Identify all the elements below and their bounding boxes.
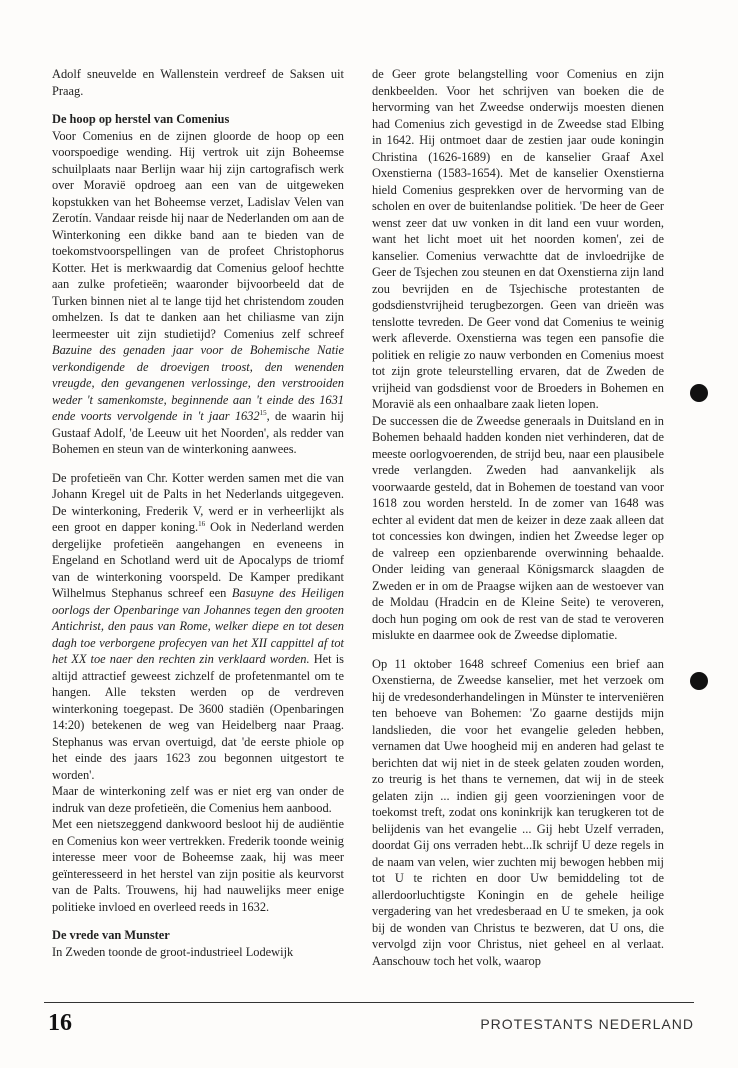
text-hoop-a: Voor Comenius en de zijnen gloorde de hoop op een voorspoedige wending. Hij vertrok uit zijn Boheemse schuilplaats naar Berlijn waar hij zijn cartografisch werk over Moravië opdroeg aan een van de uitgeweken kopstukken van het Boheemse verzet, Ladislav Velen van Zerotín. Vandaar reisde hij naar de Nederlanden om aan de Winterkoning een dikke band aan te bieden van de toekomstvoorspellingen van de profeet Christophorus Kotter. Het is merkwaardig dat Comenius geloof hechtte aan zulke profetieën; waaronder bijvoorbeeld dat de Turken binnen niet al te lange tijd het christendom zouden omhelzen. Is dat te danken aan het chiliasme van zijn leermeester uit zijn studietijd? Comenius zelf schreef [52,128,344,341]
text-hoop-b: , de waarin hij Gustaaf Adolf, 'de Leeuw uit het Noorden', als redder van Bohemen en steun van de winterkoning aanwees. [52,409,344,456]
page-number: 16 [48,1010,72,1036]
book-title-basuyne: Basuyne des Heiligen oorlogs der Openbaringe van Johannes tegen den grooten Antichrist, den paus van Rome, welker diepe en tot desen dagh toe verborgene profecyen van het XII cappittel af tot het XX toe naer den rechten zin verklaard worden. [52,586,344,666]
book-title-bazuine: Bazuine des genaden jaar voor de Bohemische Natie verkondigende de droevigen troost, den wenenden vreugde, den gevangenen verlossinge, den verstrooiden weder 't samenkomste, beginnende aan 't einde des 1631 ende voorts vervolgende in 't jaar 1632 [52,343,344,423]
text-kotter-b: Ook in Nederland werden dergelijke profetieën aangehangen en eveneens in Engeland en Schotland werd uit de Apocalyps de triomf van de winterkoning voorspeld. De Kamper predikant Wilhelmus Stephanus schreef een [52,520,344,600]
paragraph-intro: Adolf sneuvelde en Wallenstein verdreef de Saksen uit Praag. [52,67,344,98]
magazine-title: PROTESTANTS NEDERLAND [480,1016,694,1032]
text-kotter-a: De profetieën van Chr. Kotter werden samen met die van Johann Kregel uit de Palts in het Nederlands uitgegeven. De winterkoning, Frederik V, werd er in verheerlijkt als een groot en dapper koning. [52,470,344,534]
binder-hole-bottom [690,672,708,690]
paragraph-kotter [52,470,344,784]
footnote-16: 16 [198,519,206,528]
paragraph-met: Met een nietszeggend dankwoord besloot hij de audiëntie en Comenius kon weer vertrekken. Frederik toonde weinig interesse meer voor de Boheemse zaak, hij was meer geïnteresseerd in het herstel van zijn positie als keurvorst van de Palts. Trouwens, hij had nauwelijks meer enige politieke invloed en overleed reeds in 1632. [52,817,344,914]
text-kotter-c: Het is altijd attractief geweest zichzelf de profetenmantel om te hangen. Alle teksten werden op de verdreven winterkoning toegepast. De 3600 stadiën (Openbaringen 14:20) betekenen de weg van Heidelberg naar Praag. Stephanus was ervan overtuigd, dat 'de eerste phiole op het einde des jaars 1623 zou begonnen uitgestort te worden'. [52,652,344,782]
right-column [372,66,664,969]
heading-vrede-van-munster: De vrede van Munster [52,928,170,942]
heading-hoop-op-herstel: De hoop op herstel van Comenius [52,112,230,126]
footnote-15: 15 [259,408,267,417]
left-column [52,66,344,960]
binder-hole-top [690,384,708,402]
paragraph-brief: Op 11 oktober 1648 schreef Comenius een brief aan Oxenstierna, de Zweedse kanselier, met het verzoek om hij de vredesonderhandelingen in Münster te interveniëren ten behoeve van Bohemen: 'Zo gaarne destijds mijn landslieden, die voor het evangelie geleden hebben, vernamen dat Uwe hoogheid mij en anderen had gelast te berichten dat wij niet in de steek gelaten zouden worden, zo treurig is het thans te vernemen, dat wij in de steek gelaten zijn ... indien gij geen voorzieningen voor de toekomst treft, zodat ons koninkrijk kan terugkeren tot de belijdenis van het evangelie ... Gij hebt Uzelf verraden, doordat Gij ons verraden hebt...Ik schrijf U deze regels in de naam van velen, wier zuchten mij bewogen hebben mij tot U te richten en door Uw bemiddeling tot de allerdoorluchtigste Koningin en de gehele heilige vergadering van het vredesberaad en U te smeken, ja ook bij de wonden van Christus te bezweren, dat U ons, die vervolgd zijn voor Christus, niet geheel en al verlaat. Aanschouw toch het volk, waarop [372,656,664,968]
paragraph-successen: De successen die de Zweedse generaals in Duitsland en in Bohemen behaald hadden konden niet verhinderen, dat de meeste oorlogvoerenden, de strijd beu, naar een plausibele vrede verlangden. Zweden had aanvankelijk als voorwaarde gesteld, dat in Bohemen de toestand van voor 1618 zou worden hersteld. In de zomer van 1648 was echter al evident dat men de keizer in deze zaak alleen dat tot concessies kon dwingen, indien het Zweedse leger op de valreep een opzienbarende overwinning behaalde. Onder leiding van generaal Königsmarck slaagden de Zweden er in om de Praagse wijken aan de westoever van de Moldau (Hradcin en de Kleine Seite) te veroveren, doch hun poging om ook de rest van de stad te veroveren mislukte en daarmee ook de Zweedse diplomatie. [372,413,664,642]
paragraph-vrede: In Zweden toonde de groot-industrieel Lodewijk [52,944,294,959]
paragraph-maar: Maar de winterkoning zelf was er niet erg van onder de indruk van deze profetieën, die Comenius hem aanbood. [52,784,344,815]
footer-rule [44,1002,694,1003]
paragraph-hoop [52,128,344,458]
paragraph-geer: de Geer grote belangstelling voor Comenius en zijn denkbeelden. Voor het schrijven van boeken die de hervorming van het Zweedse onderwijs moesten dienen had Comenius zich gevestigd in de Zweedse stad Elbing in 1642. Hij ontmoet daar de zestien jaar oude koningin Christina (1626-1689) en de kanselier Graaf Axel Oxenstierna (1583-1654). Met de kanselier Oxenstierna hield Comenius gesprekken over de hervorming van de scholen en over de buitenlandse politiek. 'De heer de Geer wenst zeer dat uw vonken in dit land een vuur worden, want het licht moet uit het noorden komen', zei de kanselier. Comenius verwachtte dat de invloedrijke de Geer de Tsjechen zou steunen en dat Oxenstierna zijn land zou bevrijden en de Tsjechische protestanten de godsdienstvrijheid terugbezorgen. Geen van drieën was tenslotte tevreden. De Geer vond dat Comenius te weinig werk afleverde. Oxenstierna was tegen een pansofie die politiek en religie zo nauw verbonden en Comenius moest tot zijn grote teleurstelling ervaren, dat de Zweden de vrijheid van godsdienst voor de Broeders in Bohemen en Moravië als een onhaalbare zaak lieten lopen. [372,67,664,411]
